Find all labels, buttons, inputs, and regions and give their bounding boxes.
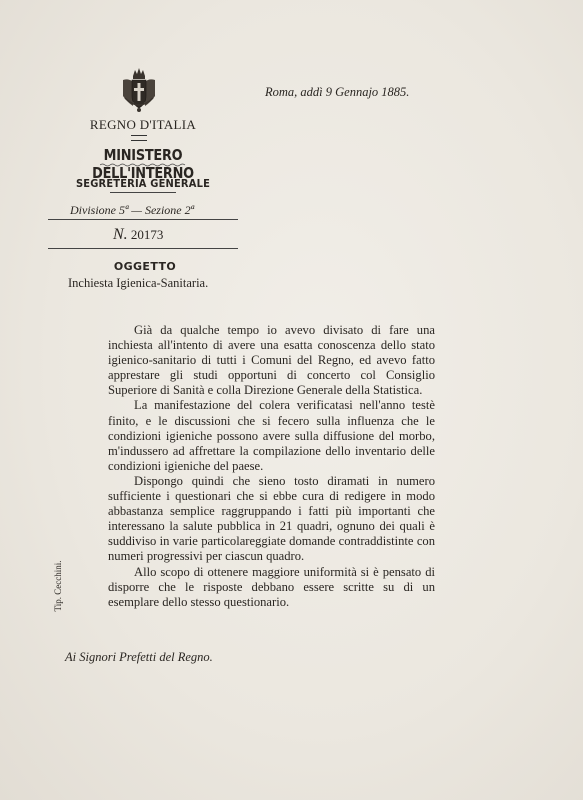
protocol-value: 20173: [130, 227, 164, 242]
paragraph-2: La manifestazione del colera verificatasi nell'anno testè finito, e le discussioni che si fecero sulla influenza che le condizioni igieniche possono avere sulla diffusione del morbo, m'indussero ad affrettare la compilazione dello inventario delle condizioni igieniche del paese.: [108, 398, 435, 473]
title-divider: [131, 135, 147, 141]
coat-of-arms-icon: [119, 66, 159, 114]
rule-2: [48, 248, 238, 249]
subject-text: Inchiesta Igienica-Sanitaria.: [68, 276, 209, 290]
printer-mark-text: Tip. Cecchini.: [53, 560, 63, 612]
subject-heading: OGGETTO: [113, 260, 177, 273]
short-rule: [110, 192, 176, 193]
printer-mark: [48, 556, 68, 616]
paragraph-4: Allo scopo di ottenere maggiore uniformità si è pensato di disporre che le risposte debbano essere scritte su di un esemplare dello stesso questionario.: [108, 564, 435, 609]
paragraph-1: Già da qualche tempo io avevo divisato di fare una inchiesta all'intento di avere una esatta conoscenza dello stato igienico-sanitario di tutti i Comuni del Regno, ed avevo fatto apprestare gli studi opportuni di concerto col Consiglio Superiore di Sanità e colla Direzione Generale della Statistica.: [108, 323, 435, 398]
letter-body: [108, 323, 435, 610]
division-section: Divisione 5ª — Sezione 2ª: [70, 203, 194, 217]
rule-1: [48, 219, 238, 220]
protocol-prefix: N.: [113, 226, 128, 243]
ministry-name: MINISTERO DELL'INTERNO: [92, 146, 194, 182]
wavy-divider: [100, 163, 186, 167]
dateline: Roma, addì 9 Gennajo 1885.: [265, 85, 410, 99]
recipient-address: Ai Signori Prefetti del Regno.: [65, 650, 213, 664]
secretariat-name: SEGRETERIA GENERALE: [75, 177, 211, 190]
paragraph-3: Dispongo quindi che sieno tosto diramati in numero sufficiente i questionari che si ebbe cura di redigere in modo abbastanza semplice raggruppando i fatti più importanti che interessano la salute pubblica in 21 quadri, ognuno dei quali è suddiviso in varie particolareggiate domande contraddistinte con numeri progressivi per ciascun quadro.: [108, 473, 435, 564]
protocol-number: [113, 226, 163, 244]
kingdom-name: REGNO D'ITALIA: [89, 117, 197, 132]
